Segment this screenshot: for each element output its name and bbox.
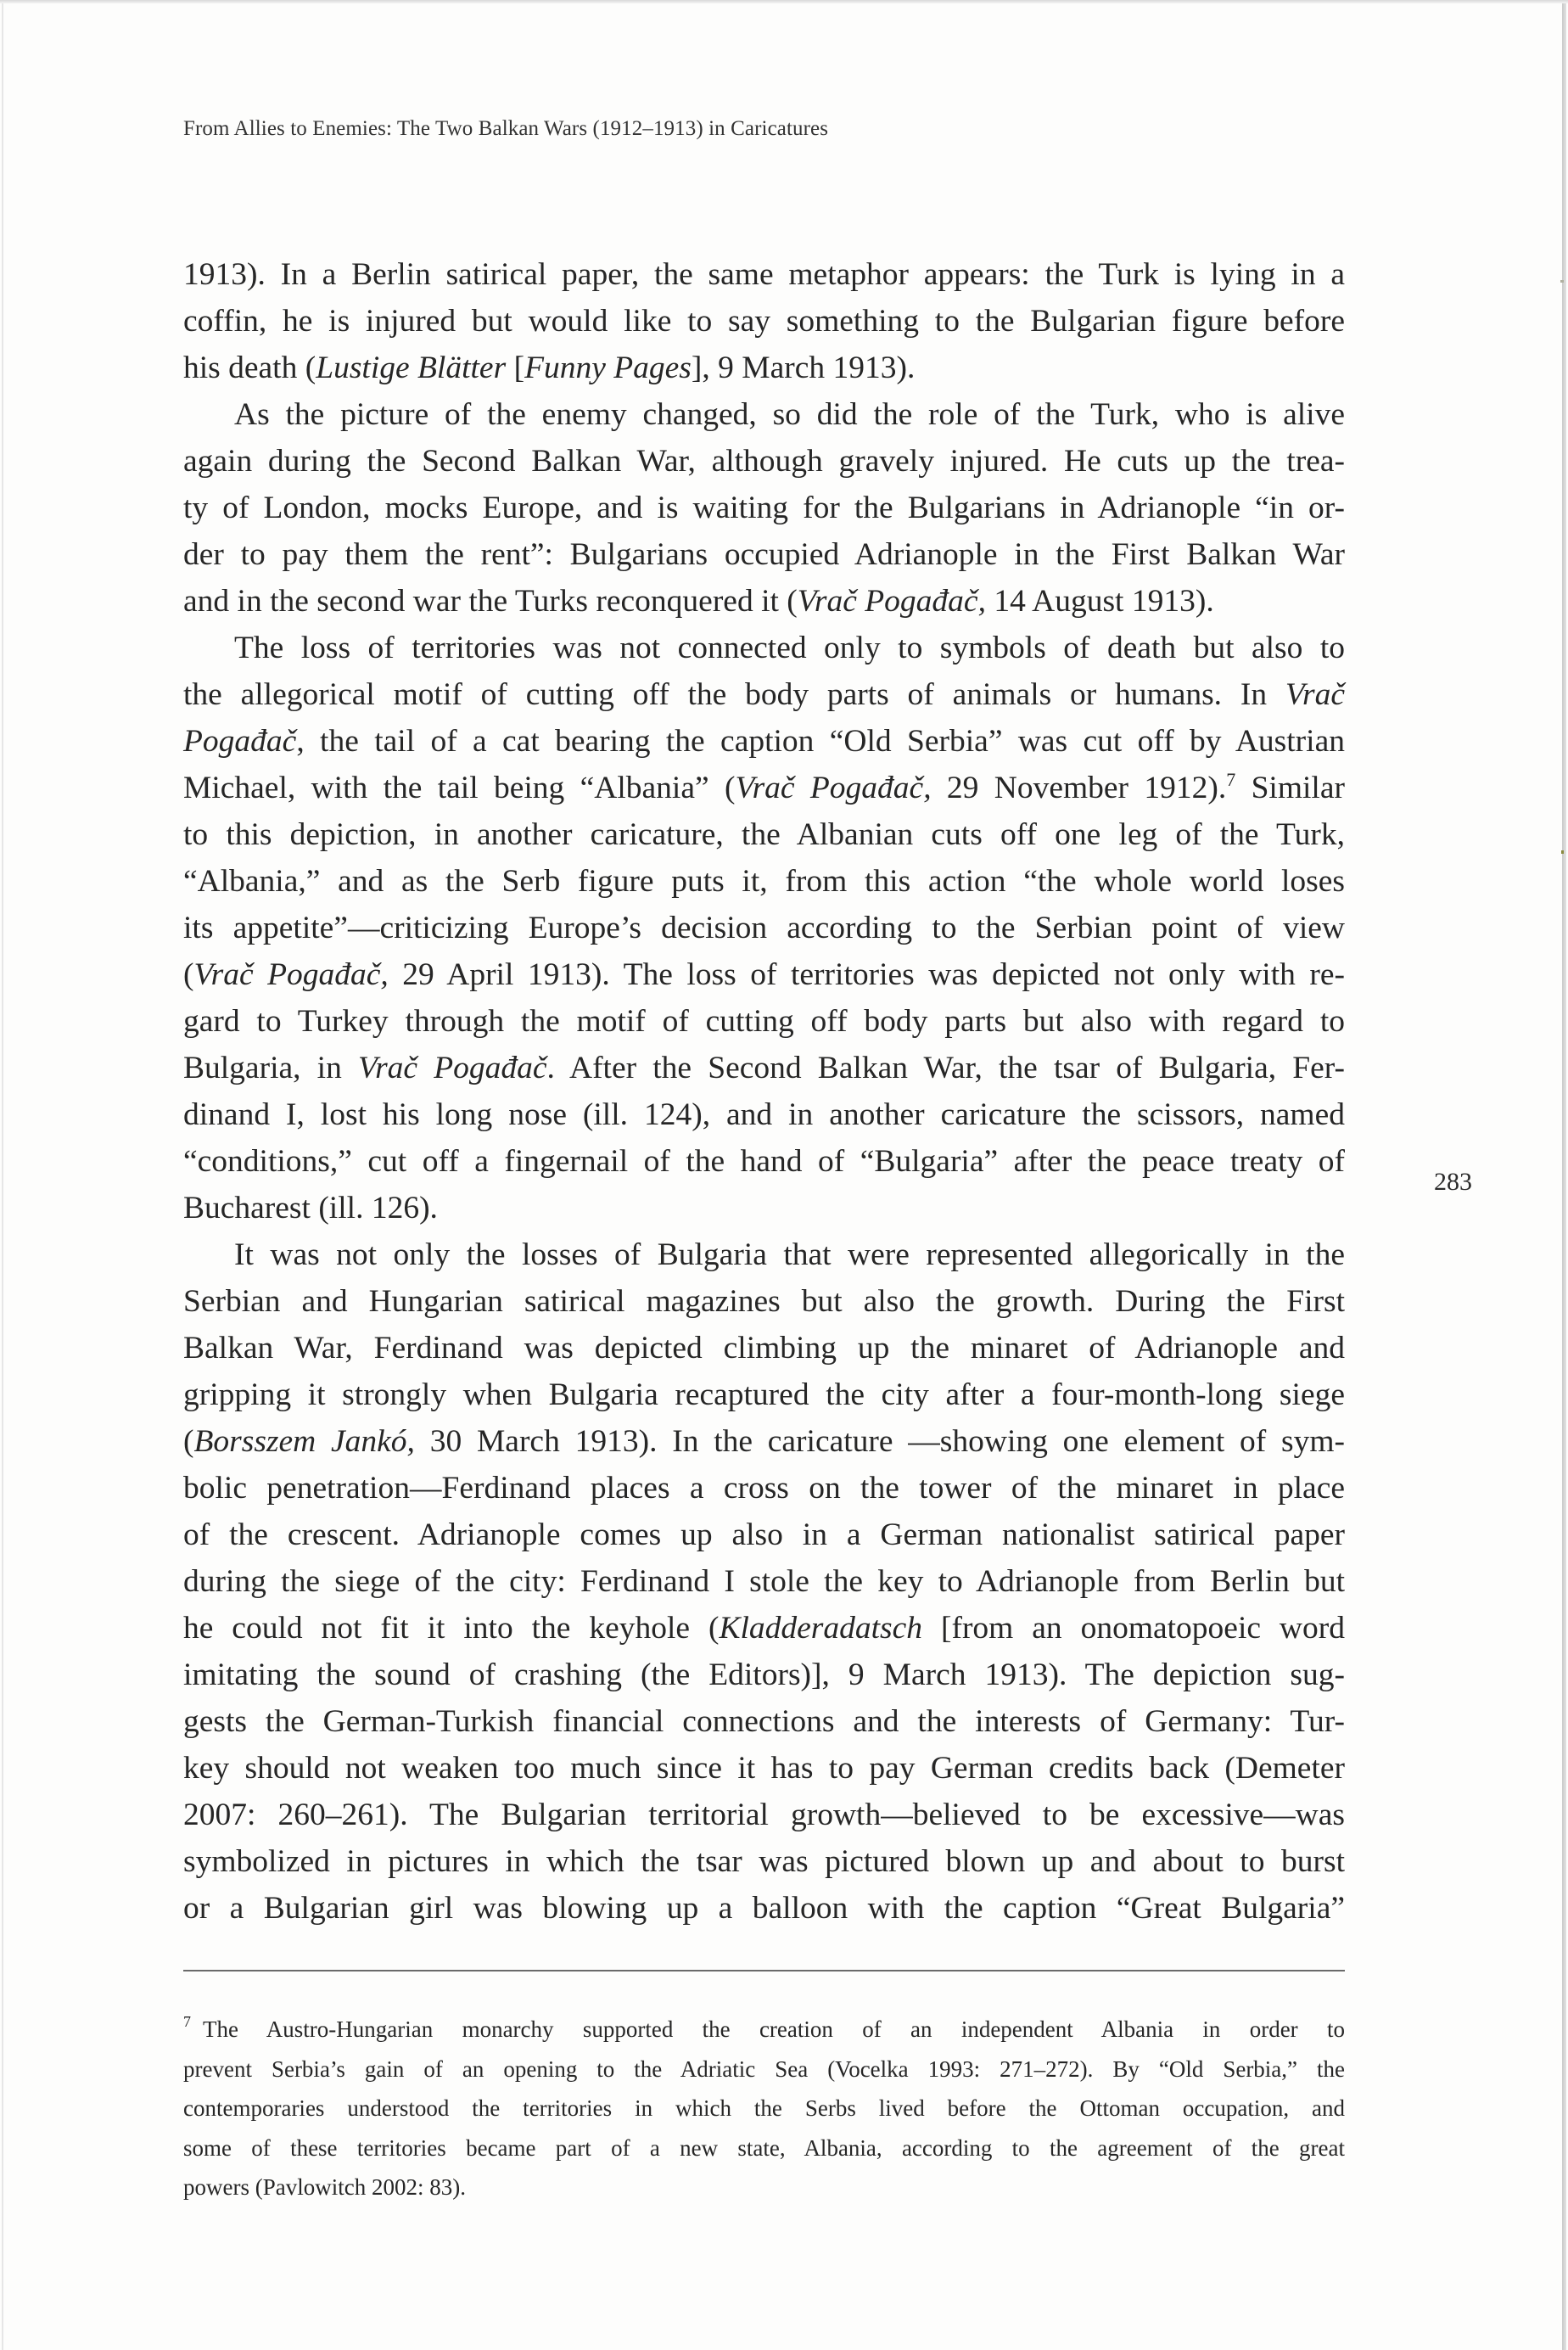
text-segment: Bucharest (ill. 126). — [183, 1191, 438, 1225]
text-segment: the allegorical motif of cutting off the body parts of animals or humans. In — [183, 677, 1285, 712]
text-line — [183, 1698, 1345, 1745]
italic-title: Vrač Pogađač, — [193, 957, 389, 992]
footnote-line — [183, 2089, 1345, 2128]
text-line — [183, 1418, 1345, 1465]
text-segment: ( — [183, 957, 194, 992]
text-line — [183, 1838, 1345, 1885]
scan-left-edge — [2, 3, 3, 2350]
page-right-edge — [1562, 3, 1566, 2350]
italic-title: Vrač Pogađač, — [797, 584, 986, 619]
text-segment: 1913). In a Berlin satirical paper, the same metaphor appears: the Turk is lying in a — [183, 257, 1345, 292]
text-segment: Serbian and Hungarian satirical magazines but also the growth. During the First — [183, 1284, 1345, 1319]
text-segment: to this depiction, in another caricature, the Albanian cuts off one leg of the Turk, — [183, 817, 1345, 852]
text-segment: and in the second war the Turks reconquered it ( — [183, 584, 798, 619]
text-line — [183, 1652, 1345, 1698]
page-number: 283 — [1434, 1168, 1472, 1196]
text-segment: symbolized in pictures in which the tsar was pictured blown up and about to burst — [183, 1844, 1345, 1879]
text-line — [183, 765, 1345, 811]
running-header: From Allies to Enemies: The Two Balkan Wars (1912–1913) in Caricatures — [183, 117, 829, 140]
text-line — [183, 1231, 1345, 1278]
text-line — [183, 811, 1345, 858]
footnote-reference: 7 — [1226, 769, 1236, 790]
scan-mark — [1561, 850, 1564, 854]
text-line — [183, 718, 1345, 765]
footnote-number: 7 — [183, 2013, 191, 2030]
text-line — [183, 905, 1345, 951]
text-segment: “conditions,” cut off a fingernail of the hand of “Bulgaria” after the peace treaty of — [183, 1144, 1345, 1179]
footnote-text: prevent Serbia’s gain of an opening to the Adriatic Sea (Vocelka 1993: 271–272). By “Old Serbia,” the — [183, 2056, 1345, 2082]
footnote-text: contemporaries understood the territories in which the Serbs lived before the Ottoman occupation, and — [183, 2095, 1345, 2121]
text-segment: again during the Second Balkan War, although gravely injured. He cuts up the trea- — [183, 444, 1345, 479]
footnote-text: powers (Pavlowitch 2002: 83). — [183, 2174, 466, 2200]
text-segment: his death ( — [183, 351, 316, 385]
text-segment: key should not weaken too much since it has to pay German credits back (Demeter — [183, 1751, 1345, 1786]
text-segment: ( — [183, 1424, 194, 1459]
text-segment: Similar — [1235, 771, 1345, 805]
text-line — [183, 1745, 1345, 1792]
text-segment: As the picture of the enemy changed, so did the role of the Turk, who is alive — [234, 397, 1345, 432]
text-line — [183, 1605, 1345, 1652]
text-line — [183, 1185, 1345, 1231]
text-segment: gard to Turkey through the motif of cutting off body parts but also with regard to — [183, 1004, 1345, 1039]
text-line — [183, 531, 1345, 578]
text-segment: [from an onomatopoeic word — [922, 1611, 1345, 1646]
text-line — [183, 345, 1345, 391]
text-segment: bolic penetration—Ferdinand places a cross on the tower of the minaret in place — [183, 1471, 1345, 1506]
text-line — [183, 671, 1345, 718]
footnote-separator — [183, 1970, 1345, 1971]
text-segment: [ — [506, 351, 525, 385]
text-line — [183, 1045, 1345, 1091]
text-line — [183, 298, 1345, 345]
text-segment: 14 August 1913). — [985, 584, 1214, 619]
text-segment: , the tail of a cat bearing the caption “Old Serbia” was cut off by Austrian — [296, 724, 1345, 759]
text-line — [183, 998, 1345, 1045]
italic-title: Kladderadatsch — [719, 1611, 923, 1646]
text-segment: 29 November 1912). — [931, 771, 1227, 805]
footnote-line — [183, 2128, 1345, 2168]
text-segment: of the crescent. Adrianople comes up also in a German nationalist satirical paper — [183, 1517, 1345, 1552]
text-line — [183, 1371, 1345, 1418]
text-segment: der to pay them the rent”: Bulgarians occupied Adrianople in the First Balkan War — [183, 537, 1345, 572]
italic-title: Lustige Blätter — [316, 351, 507, 385]
text-segment: “Albania,” and as the Serb figure puts it, from this action “the whole world loses — [183, 864, 1345, 899]
footnote-text: The Austro-Hungarian monarchy supported the creation of an independent Albania in order to — [203, 2016, 1345, 2042]
text-segment: Balkan War, Ferdinand was depicted climbing up the minaret of Adrianople and — [183, 1331, 1345, 1366]
text-line — [183, 251, 1345, 298]
text-line — [183, 951, 1345, 998]
italic-title: Borsszem Jankó, — [193, 1424, 415, 1459]
text-line — [183, 858, 1345, 905]
text-segment: Bulgaria, in — [183, 1051, 358, 1085]
text-segment: It was not only the losses of Bulgaria that were represented allegorically in the — [234, 1237, 1345, 1272]
text-segment: ty of London, mocks Europe, and is waiting for the Bulgarians in Adrianople “in or- — [183, 491, 1345, 525]
text-line — [183, 1325, 1345, 1371]
text-line — [183, 1091, 1345, 1138]
text-segment: 2007: 260–261). The Bulgarian territorial growth—believed to be excessive—was — [183, 1798, 1345, 1832]
text-line — [183, 1558, 1345, 1605]
italic-title: Pogađač — [183, 724, 297, 759]
text-segment: during the siege of the city: Ferdinand I stole the key to Adrianople from Berlin but — [183, 1564, 1345, 1599]
italic-title: Funny Pages — [524, 351, 692, 385]
text-line — [183, 1885, 1345, 1932]
text-segment: 29 April 1913). The loss of territories was depicted not only with re- — [388, 957, 1345, 992]
italic-title: Vrač Pogađač — [357, 1051, 547, 1085]
text-line — [183, 438, 1345, 485]
text-line — [183, 625, 1345, 671]
text-segment: imitating the sound of crashing (the Editors)], 9 March 1913). The depiction sug- — [183, 1657, 1345, 1692]
footnote-line — [183, 2010, 1345, 2050]
text-line — [183, 1792, 1345, 1838]
text-line — [183, 1138, 1345, 1185]
scan-top-edge — [0, 0, 1568, 3]
text-line — [183, 485, 1345, 531]
text-line — [183, 578, 1345, 625]
footnote-text: some of these territories became part of a new state, Albania, according to the agreement of the great — [183, 2134, 1345, 2161]
text-segment: The loss of territories was not connected only to symbols of death but also to — [234, 631, 1345, 665]
footnote-line — [183, 2168, 1345, 2207]
text-segment: Michael, with the tail being “Albania” ( — [183, 771, 736, 805]
text-line — [183, 391, 1345, 438]
scan-mark — [1560, 280, 1564, 283]
text-segment: coffin, he is injured but would like to say something to the Bulgarian figure before — [183, 304, 1345, 339]
text-segment: its appetite”—criticizing Europe’s decision according to the Serbian point of view — [183, 911, 1345, 945]
text-segment: gripping it strongly when Bulgaria recaptured the city after a four-month-long siege — [183, 1377, 1345, 1412]
text-segment: 30 March 1913). In the caricature —showing one element of sym- — [414, 1424, 1346, 1459]
text-segment: gests the German-Turkish financial connections and the interests of Germany: Tur- — [183, 1704, 1345, 1739]
text-segment: or a Bulgarian girl was blowing up a balloon with the caption “Great Bulgaria” — [183, 1891, 1345, 1926]
text-line — [183, 1512, 1345, 1558]
footnote-line — [183, 2050, 1345, 2089]
text-line — [183, 1278, 1345, 1325]
text-segment: . After the Second Balkan War, the tsar of Bulgaria, Fer- — [546, 1051, 1345, 1085]
italic-title: Vrač Pogađač, — [735, 771, 932, 805]
text-segment: dinand I, lost his long nose (ill. 124), and in another caricature the scissors, named — [183, 1097, 1345, 1132]
text-segment: ], 9 March 1913). — [691, 351, 916, 385]
text-line — [183, 1465, 1345, 1512]
italic-title: Vrač — [1285, 677, 1345, 712]
text-segment: he could not fit it into the keyhole ( — [183, 1611, 720, 1646]
